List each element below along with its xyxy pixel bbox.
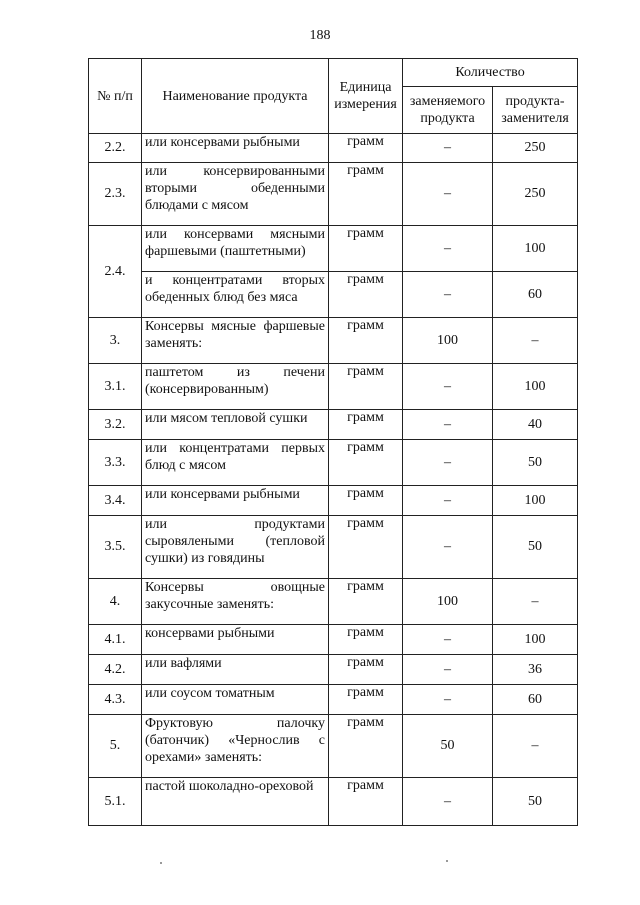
row-unit: грамм xyxy=(329,655,403,685)
row-substitute: 100 xyxy=(493,486,578,516)
row-unit: грамм xyxy=(329,318,403,364)
row-num: 5. xyxy=(89,715,142,778)
row-substitute: 250 xyxy=(493,163,578,226)
substitution-table xyxy=(88,58,578,826)
table-row xyxy=(89,778,578,826)
row-replaced: – xyxy=(403,486,493,516)
row-num: 3.2. xyxy=(89,410,142,440)
row-name: или концентратами первых блюд с мясом xyxy=(142,440,329,486)
row-unit: грамм xyxy=(329,410,403,440)
row-unit: грамм xyxy=(329,134,403,163)
row-substitute: 36 xyxy=(493,655,578,685)
row-unit: грамм xyxy=(329,226,403,272)
page-number: 188 xyxy=(309,28,331,43)
row-substitute: 250 xyxy=(493,134,578,163)
row-num: 2.2. xyxy=(89,134,142,163)
row-unit: грамм xyxy=(329,272,403,318)
header-quantity: Количество xyxy=(403,59,578,87)
table-row xyxy=(89,685,578,715)
row-unit: грамм xyxy=(329,440,403,486)
row-name: Фруктовую палочку (батончик) «Чернослив с орехами» заменять: xyxy=(142,715,329,778)
row-num: 4.1. xyxy=(89,625,142,655)
row-substitute: 50 xyxy=(493,516,578,579)
row-num: 4.2. xyxy=(89,655,142,685)
row-substitute: – xyxy=(493,715,578,778)
row-num: 3.1. xyxy=(89,364,142,410)
row-replaced: – xyxy=(403,410,493,440)
row-num: 2.3. xyxy=(89,163,142,226)
row-substitute: – xyxy=(493,579,578,625)
header-name: Наименование продукта xyxy=(142,59,329,134)
row-replaced: – xyxy=(403,163,493,226)
row-num: 4.3. xyxy=(89,685,142,715)
row-substitute: 50 xyxy=(493,778,578,826)
row-num: 3.3. xyxy=(89,440,142,486)
row-num: 5.1. xyxy=(89,778,142,826)
table-row xyxy=(89,440,578,486)
row-replaced: – xyxy=(403,625,493,655)
row-replaced: – xyxy=(403,272,493,318)
row-name: или продуктами сыровялеными (тепловой сушки) из говядины xyxy=(142,516,329,579)
table-row xyxy=(89,625,578,655)
table-row xyxy=(89,318,578,364)
header-num: № п/п xyxy=(89,59,142,134)
table-row xyxy=(89,715,578,778)
row-unit: грамм xyxy=(329,625,403,655)
row-unit: грамм xyxy=(329,163,403,226)
header-replaced: заменяемого продукта xyxy=(403,87,493,134)
row-num: 3.4. xyxy=(89,486,142,516)
row-substitute: 60 xyxy=(493,685,578,715)
row-replaced: – xyxy=(403,778,493,826)
scan-speck xyxy=(446,860,448,862)
row-substitute: 100 xyxy=(493,625,578,655)
row-name: Консервы мясные фаршевые заменять: xyxy=(142,318,329,364)
table-row xyxy=(89,134,578,163)
row-unit: грамм xyxy=(329,778,403,826)
row-replaced: – xyxy=(403,134,493,163)
row-num: 2.4. xyxy=(89,226,142,318)
row-name: паштетом из печени (консервированным) xyxy=(142,364,329,410)
row-name: и концентратами вторых обеденных блюд без мяса xyxy=(142,272,329,318)
row-replaced: 50 xyxy=(403,715,493,778)
row-name: или консервами рыбными xyxy=(142,486,329,516)
row-name: пастой шоколадно-ореховой xyxy=(142,778,329,826)
row-substitute: 100 xyxy=(493,364,578,410)
row-replaced: – xyxy=(403,516,493,579)
row-name: или консервами рыбными xyxy=(142,134,329,163)
row-unit: грамм xyxy=(329,364,403,410)
row-substitute: 100 xyxy=(493,226,578,272)
row-name: или вафлями xyxy=(142,655,329,685)
table-row xyxy=(89,163,578,226)
scan-speck xyxy=(160,862,162,864)
row-replaced: – xyxy=(403,685,493,715)
row-substitute: 50 xyxy=(493,440,578,486)
row-substitute: 60 xyxy=(493,272,578,318)
row-num: 3. xyxy=(89,318,142,364)
row-replaced: – xyxy=(403,226,493,272)
row-replaced: – xyxy=(403,364,493,410)
row-substitute: – xyxy=(493,318,578,364)
table-row xyxy=(89,579,578,625)
row-replaced: – xyxy=(403,440,493,486)
table-row xyxy=(89,655,578,685)
row-unit: грамм xyxy=(329,715,403,778)
row-unit: грамм xyxy=(329,486,403,516)
table-row xyxy=(89,226,578,272)
row-unit: грамм xyxy=(329,685,403,715)
row-name: консервами рыбными xyxy=(142,625,329,655)
row-unit: грамм xyxy=(329,516,403,579)
row-num: 4. xyxy=(89,579,142,625)
header-substitute: продукта-заменителя xyxy=(493,87,578,134)
table-row xyxy=(89,516,578,579)
row-unit: грамм xyxy=(329,579,403,625)
row-replaced: 100 xyxy=(403,579,493,625)
row-name: или консервированными вторыми обеденными блюдами с мясом xyxy=(142,163,329,226)
row-replaced: 100 xyxy=(403,318,493,364)
row-name: или мясом тепловой сушки xyxy=(142,410,329,440)
table-row xyxy=(89,364,578,410)
table-row xyxy=(89,410,578,440)
table-row xyxy=(89,272,578,318)
row-replaced: – xyxy=(403,655,493,685)
row-substitute: 40 xyxy=(493,410,578,440)
row-name: или консервами мясными фаршевыми (паштетными) xyxy=(142,226,329,272)
header-unit: Единица измерения xyxy=(329,59,403,134)
table-row xyxy=(89,486,578,516)
row-name: или соусом томатным xyxy=(142,685,329,715)
row-num: 3.5. xyxy=(89,516,142,579)
row-name: Консервы овощные закусочные заменять: xyxy=(142,579,329,625)
